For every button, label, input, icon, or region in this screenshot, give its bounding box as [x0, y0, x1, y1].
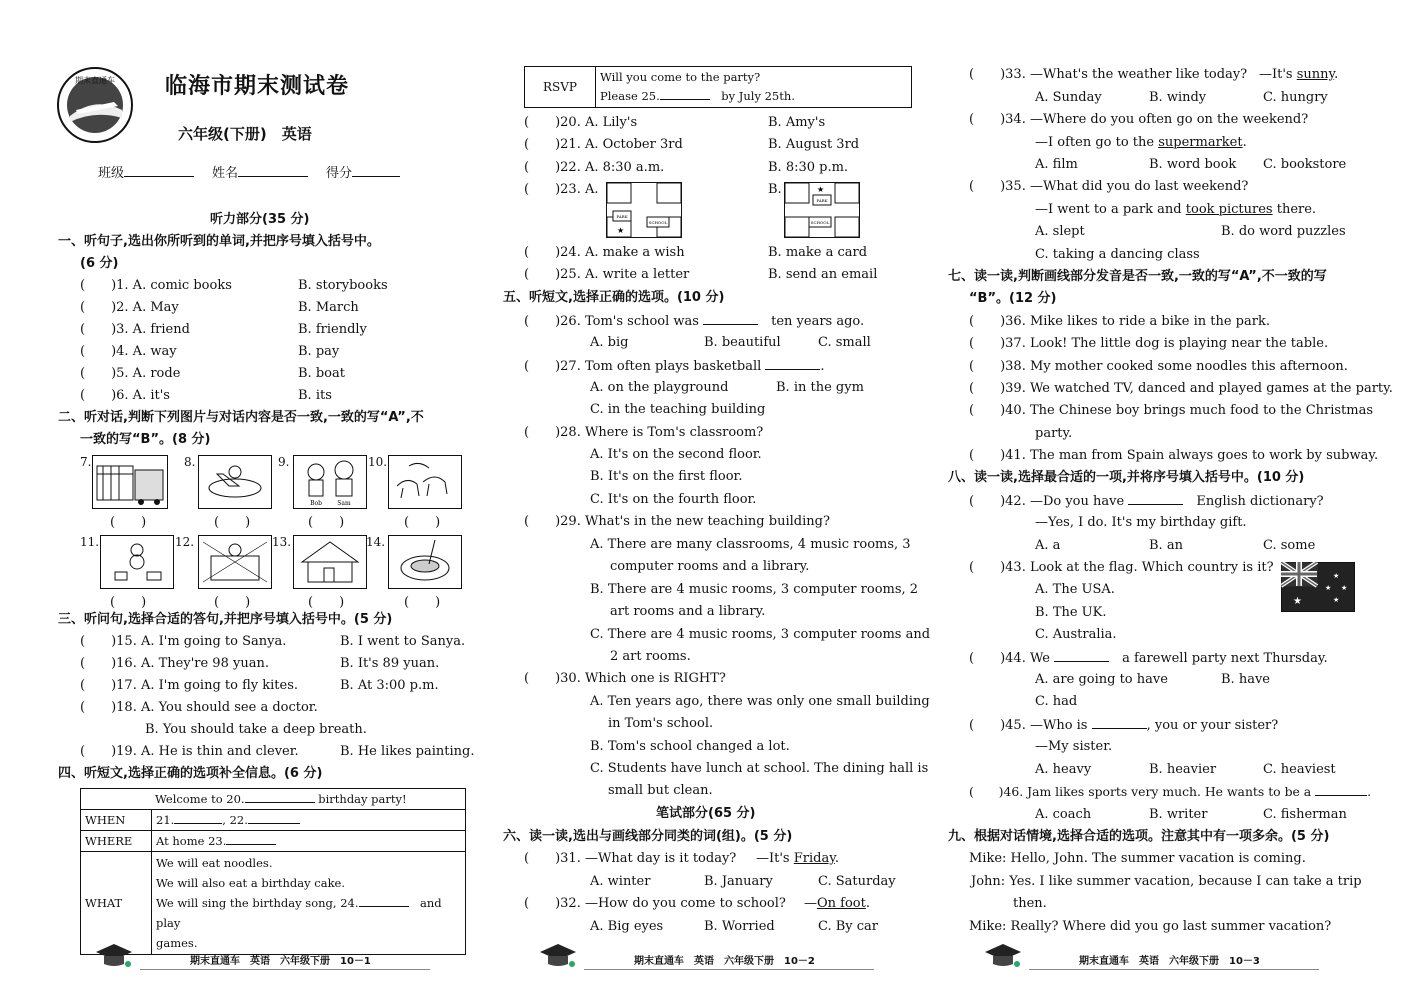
- option-b[interactable]: B. 8:30 p.m.: [768, 160, 849, 175]
- question-44[interactable]: ( )44. We a farewell party next Thursday.: [969, 651, 1328, 666]
- list-item[interactable]: ( )1. A. comic books: [80, 278, 232, 293]
- party-info-table: [80, 788, 466, 955]
- svg-text:SCHOOL: SCHOOL: [810, 220, 830, 225]
- option[interactable]: C. in the teaching building: [590, 402, 766, 417]
- question-29[interactable]: ( )29. What's in the new teaching building?: [524, 514, 830, 529]
- question-28[interactable]: ( )28. Where is Tom's classroom?: [524, 425, 764, 440]
- option-b[interactable]: B. its: [298, 388, 332, 403]
- option[interactable]: A. heavy: [1035, 762, 1092, 777]
- dialogue-line: —Yes, I do. It's my birthday gift.: [1035, 515, 1247, 530]
- option[interactable]: A. Ten years ago, there was only one small building: [590, 694, 930, 709]
- svg-text:Bob: Bob: [310, 500, 322, 507]
- list-item[interactable]: ( )23. A.: [524, 182, 599, 197]
- option[interactable]: A. a: [1035, 538, 1061, 553]
- list-item[interactable]: ( )22. A. 8:30 a.m.: [524, 160, 665, 175]
- bus-station-picture: [92, 455, 168, 509]
- option[interactable]: B. heavier: [1149, 762, 1217, 777]
- option[interactable]: A. big: [590, 335, 629, 350]
- question-45[interactable]: ( )45. —Who is , you or your sister?: [969, 718, 1279, 733]
- what-value[interactable]: We will eat noodles. We will also eat a birthday cake. We will sing the birthday song, 24. and play games.: [152, 852, 466, 955]
- answer-33: —It's sunny.: [1259, 67, 1339, 82]
- toys-picture: [100, 535, 174, 589]
- list-item[interactable]: ( )16. A. They're 98 yuan.: [80, 656, 269, 671]
- option[interactable]: C. small: [818, 335, 871, 350]
- footer-line: [584, 969, 874, 970]
- option[interactable]: A. coach: [1035, 807, 1092, 822]
- footer-text: 期末直通车 英语 六年级下册 10－1: [190, 956, 371, 967]
- list-item[interactable]: ( )39. We watched TV, danced and played games at the party.: [969, 381, 1393, 396]
- option-b[interactable]: B. pay: [298, 344, 340, 359]
- option[interactable]: B. It's on the first floor.: [590, 469, 743, 484]
- pic-number: 14.: [366, 535, 386, 549]
- list-item-cont: party.: [1035, 426, 1073, 441]
- option[interactable]: C. had: [1035, 694, 1078, 709]
- svg-text:★: ★: [617, 226, 625, 235]
- option-cont: small but clean.: [608, 783, 713, 798]
- option[interactable]: B. There are 4 music rooms, 3 computer rooms, 2: [590, 582, 919, 597]
- list-item[interactable]: ( )40. The Chinese boy brings much food to the Christmas: [969, 403, 1374, 418]
- option[interactable]: B. have: [1221, 672, 1270, 687]
- svg-text:SCHOOL: SCHOOL: [648, 220, 668, 225]
- option[interactable]: B. an: [1149, 538, 1183, 553]
- option-cont: art rooms and a library.: [610, 604, 766, 619]
- svg-text:★: ★: [817, 185, 825, 194]
- option[interactable]: C. bookstore: [1263, 157, 1347, 172]
- two-boys-picture: [293, 455, 367, 509]
- when-value[interactable]: 21. , 22.: [152, 810, 466, 831]
- svg-text:★: ★: [1341, 584, 1348, 592]
- option[interactable]: C. Students have lunch at school. The dining hall is: [590, 761, 929, 776]
- answer-paren[interactable]: ( ): [308, 595, 345, 610]
- svg-text:★: ★: [1333, 596, 1340, 604]
- answer-paren[interactable]: ( ): [110, 595, 147, 610]
- plane-picture: [198, 455, 272, 509]
- rsvp-card: [524, 66, 912, 108]
- list-item[interactable]: ( )17. A. I'm going to fly kites.: [80, 678, 298, 693]
- option-b[interactable]: B. August 3rd: [768, 137, 860, 152]
- question-30[interactable]: ( )30. Which one is RIGHT?: [524, 671, 726, 686]
- option[interactable]: B. do word puzzles: [1221, 224, 1346, 239]
- option-cont: 2 art rooms.: [610, 649, 691, 664]
- rsvp-content[interactable]: Will you come to the party? Please 25. by July 25th.: [596, 67, 912, 108]
- pic-number: 9.: [278, 455, 290, 469]
- section-3-title: 三、听问句,选择合适的答句,并把序号填入括号中。(5 分): [58, 612, 393, 627]
- pic-number: 8.: [184, 455, 196, 469]
- option[interactable]: B. windy: [1149, 90, 1207, 105]
- when-label: WHEN: [81, 810, 152, 831]
- desk-picture: [198, 535, 272, 589]
- option[interactable]: B. writer: [1149, 807, 1208, 822]
- answer-32: —On foot.: [804, 896, 870, 911]
- section-1-score: (6 分): [80, 256, 119, 271]
- dialogue-line: John: Yes. I like summer vacation, because I can take a trip: [971, 874, 1362, 889]
- question-31[interactable]: ( )31. —What day is it today?: [524, 851, 737, 866]
- where-label: WHERE: [81, 831, 152, 852]
- list-item[interactable]: ( )5. A. rode: [80, 366, 181, 381]
- option[interactable]: A. on the playground: [590, 380, 729, 395]
- answer-paren[interactable]: ( ): [110, 515, 147, 530]
- option[interactable]: A. Sunday: [1035, 90, 1102, 105]
- list-item[interactable]: ( )20. A. Lily's: [524, 115, 638, 130]
- svg-text:期末直通车: 期末直通车: [75, 76, 115, 85]
- list-item[interactable]: ( )4. A. way: [80, 344, 177, 359]
- section-1-title: 一、听句子,选出你所听到的单词,并把序号填入括号中。: [58, 234, 380, 249]
- pic-number: 10.: [368, 455, 388, 469]
- answer-34: —I often go to the supermarket.: [1035, 135, 1247, 150]
- option[interactable]: B. in the gym: [776, 380, 864, 395]
- option[interactable]: C. some: [1263, 538, 1316, 553]
- list-item[interactable]: ( )41. The man from Spain always goes to work by subway.: [969, 448, 1379, 463]
- svg-text:★: ★: [1325, 584, 1332, 592]
- list-item[interactable]: ( )21. A. October 3rd: [524, 137, 683, 152]
- where-value[interactable]: At home 23.: [152, 831, 466, 852]
- list-item[interactable]: ( )37. Look! The little dog is playing near the table.: [969, 336, 1329, 351]
- svg-text:★: ★: [1333, 572, 1340, 580]
- graduation-cap-icon: [538, 940, 578, 970]
- graduation-cap-icon: [94, 940, 134, 970]
- noodles-picture: [388, 535, 462, 589]
- option[interactable]: B. The UK.: [1035, 605, 1107, 620]
- option-b[interactable]: B. I went to Sanya.: [340, 634, 466, 649]
- option-b[interactable]: B.: [768, 182, 782, 197]
- list-item[interactable]: ( )3. A. friend: [80, 322, 190, 337]
- option-b[interactable]: B. Amy's: [768, 115, 826, 130]
- option[interactable]: A. Big eyes: [590, 919, 664, 934]
- answer-paren[interactable]: ( ): [214, 515, 251, 530]
- option-b[interactable]: B. It's 89 yuan.: [340, 656, 440, 671]
- question-27[interactable]: ( )27. Tom often plays basketball .: [524, 359, 825, 374]
- class-field[interactable]: 班级: [98, 164, 194, 183]
- page-title: 临海市期末测试卷: [165, 74, 350, 99]
- question-46[interactable]: ( )46. Jam likes sports very much. He wants to be a .: [969, 784, 1372, 799]
- list-item[interactable]: ( )25. A. write a letter: [524, 267, 690, 282]
- question-33[interactable]: ( )33. —What's the weather like today?: [969, 67, 1248, 82]
- australia-flag-icon: [1281, 562, 1355, 612]
- pic-number: 13.: [272, 535, 292, 549]
- option[interactable]: A. slept: [1035, 224, 1085, 239]
- option-b[interactable]: B. You should take a deep breath.: [145, 722, 367, 737]
- page-1: [50, 0, 475, 1000]
- section-9-title: 九、根据对话情境,选择合适的选项。注意其中有一项多余。(5 分): [948, 829, 1330, 844]
- option[interactable]: A. film: [1035, 157, 1078, 172]
- list-item[interactable]: ( )15. A. I'm going to Sanya.: [80, 634, 287, 649]
- map-b-picture: [784, 182, 860, 238]
- list-item[interactable]: ( )6. A. it's: [80, 388, 170, 403]
- list-item[interactable]: ( )36. Mike likes to ride a bike in the park.: [969, 314, 1270, 329]
- list-item[interactable]: ( )24. A. make a wish: [524, 245, 685, 260]
- list-item[interactable]: ( )2. A. May: [80, 300, 179, 315]
- horses-picture: [388, 455, 462, 509]
- footer-line: [140, 969, 430, 970]
- question-34[interactable]: ( )34. —Where do you often go on the weekend?: [969, 112, 1309, 127]
- option[interactable]: A. There are many classrooms, 4 music rooms, 3: [590, 537, 911, 552]
- question-35[interactable]: ( )35. —What did you do last weekend?: [969, 179, 1249, 194]
- section-6-title: 六、读一读,选出与画线部分同类的词(组)。(5 分): [503, 829, 793, 844]
- pic-number: 7.: [80, 455, 92, 469]
- option[interactable]: B. January: [704, 874, 773, 889]
- option-b[interactable]: B. He likes painting.: [340, 744, 475, 759]
- option[interactable]: C. hungry: [1263, 90, 1328, 105]
- svg-text:PARK: PARK: [816, 198, 828, 203]
- option-b[interactable]: B. storybooks: [298, 278, 388, 293]
- list-item[interactable]: ( )18. A. You should see a doctor.: [80, 700, 318, 715]
- written-section-title: 笔试部分(65 分): [656, 806, 756, 821]
- option-b[interactable]: B. March: [298, 300, 359, 315]
- option[interactable]: C. There are 4 music rooms, 3 computer rooms and: [590, 627, 931, 642]
- pic-number: 11.: [80, 535, 100, 549]
- option-b[interactable]: B. send an email: [768, 267, 878, 282]
- dialogue-line: —My sister.: [1035, 739, 1113, 754]
- question-42[interactable]: ( )42. —Do you have English dictionary?: [969, 494, 1324, 509]
- option[interactable]: C. heaviest: [1263, 762, 1336, 777]
- question-26[interactable]: ( )26. Tom's school was ten years ago.: [524, 314, 865, 329]
- option-cont: in Tom's school.: [608, 716, 714, 731]
- list-item[interactable]: ( )19. A. He is thin and clever.: [80, 744, 299, 759]
- listening-section-title: 听力部分(35 分): [210, 212, 310, 227]
- map-a-picture: [606, 182, 682, 238]
- option[interactable]: C. Australia.: [1035, 627, 1117, 642]
- footer-text: 期末直通车 英语 六年级下册 10－2: [634, 956, 815, 967]
- answer-paren[interactable]: ( ): [404, 595, 441, 610]
- option-b[interactable]: B. At 3:00 p.m.: [340, 678, 439, 693]
- option[interactable]: A. are going to have: [1035, 672, 1168, 687]
- footer-line: [1029, 969, 1319, 970]
- answer-35: —I went to a park and took pictures there.: [1035, 202, 1317, 217]
- dialogue-line: then.: [1013, 896, 1047, 911]
- option-b[interactable]: B. boat: [298, 366, 345, 381]
- answer-31: —It's Friday.: [756, 851, 839, 866]
- option[interactable]: C. It's on the fourth floor.: [590, 492, 757, 507]
- option[interactable]: B. Tom's school changed a lot.: [590, 739, 790, 754]
- option[interactable]: C. fisherman: [1263, 807, 1347, 822]
- question-32[interactable]: ( )32. —How do you come to school?: [524, 896, 786, 911]
- list-item[interactable]: ( )38. My mother cooked some noodles this afternoon.: [969, 359, 1348, 374]
- graduation-cap-icon: [983, 940, 1023, 970]
- option[interactable]: C. taking a dancing class: [1035, 247, 1200, 262]
- section-5-title: 五、听短文,选择正确的选项。(10 分): [503, 290, 725, 305]
- option-b[interactable]: B. friendly: [298, 322, 367, 337]
- answer-paren[interactable]: ( ): [214, 595, 251, 610]
- svg-text:PARK: PARK: [616, 214, 628, 219]
- section-7-title: 七、读一读,判断画线部分发音是否一致,一致的写“A”,不一致的写: [948, 269, 1327, 284]
- page-subtitle: 六年级(下册) 英语: [178, 125, 312, 143]
- section-7-title-2: “B”。(12 分): [969, 291, 1057, 306]
- section-2-title: 二、听对话,判断下列图片与对话内容是否一致,一致的写“A”,不: [58, 410, 424, 425]
- option[interactable]: B. word book: [1149, 157, 1237, 172]
- question-43[interactable]: ( )43. Look at the flag. Which country is it?: [969, 560, 1274, 575]
- option[interactable]: A. It's on the second floor.: [590, 447, 762, 462]
- svg-text:★: ★: [1293, 596, 1302, 607]
- welcome-row: Welcome to 20. birthday party!: [81, 789, 466, 810]
- dialogue-line: Mike: Hello, John. The summer vacation is coming.: [969, 851, 1306, 866]
- section-8-title: 八、读一读,选择最合适的一项,并将序号填入括号中。(10 分): [948, 470, 1305, 485]
- what-label: WHAT: [81, 852, 152, 955]
- option[interactable]: C. By car: [818, 919, 879, 934]
- section-4-title: 四、听短文,选择正确的选项补全信息。(6 分): [58, 766, 323, 781]
- footer-text: 期末直通车 英语 六年级下册 10－3: [1079, 956, 1260, 967]
- option[interactable]: A. winter: [590, 874, 651, 889]
- score-field[interactable]: 得分: [326, 164, 400, 183]
- pic-number: 12.: [175, 535, 195, 549]
- house-picture: [293, 535, 367, 589]
- svg-text:Sam: Sam: [337, 500, 351, 507]
- option[interactable]: C. Saturday: [818, 874, 896, 889]
- page-2: [500, 0, 931, 1000]
- name-field[interactable]: 姓名: [212, 164, 308, 183]
- option[interactable]: A. The USA.: [1035, 582, 1115, 597]
- option[interactable]: B. beautiful: [704, 335, 781, 350]
- answer-paren[interactable]: ( ): [404, 515, 441, 530]
- train-logo-icon: [56, 66, 134, 144]
- option-cont: computer rooms and a library.: [610, 559, 810, 574]
- option[interactable]: B. Worried: [704, 919, 775, 934]
- page-3: [945, 0, 1393, 1000]
- rsvp-label: RSVP: [525, 67, 596, 108]
- dialogue-line: Mike: Really? Where did you go last summer vacation?: [969, 919, 1332, 934]
- section-2-title-2: 一致的写“B”。(8 分): [80, 432, 211, 447]
- answer-paren[interactable]: ( ): [308, 515, 345, 530]
- option-b[interactable]: B. make a card: [768, 245, 868, 260]
